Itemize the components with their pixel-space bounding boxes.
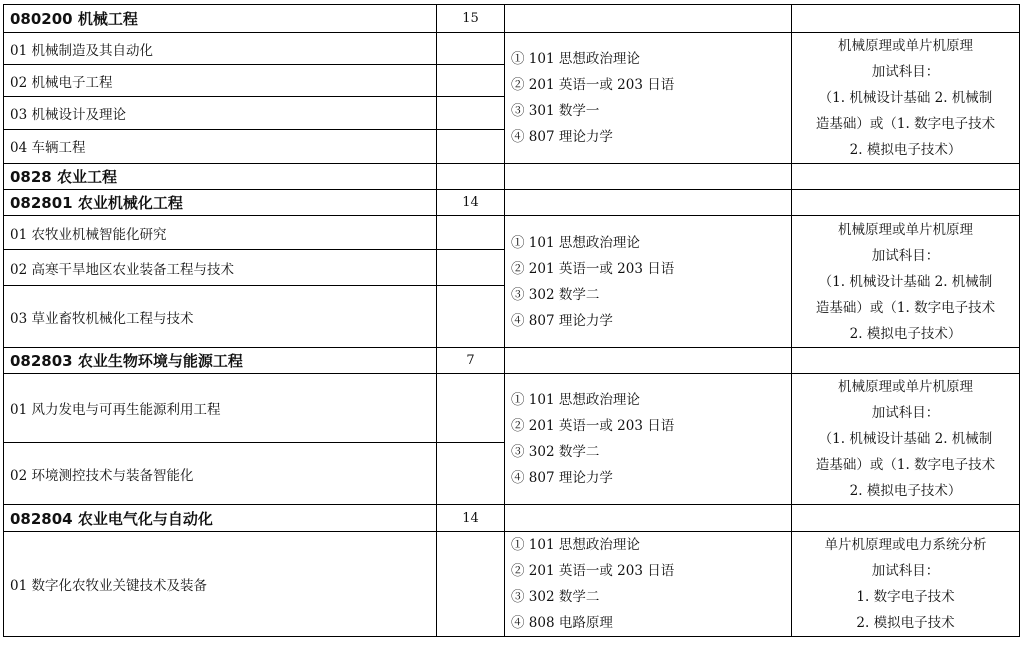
empty-cell (437, 129, 505, 163)
empty-cell (437, 286, 505, 348)
program-table (3, 4, 1020, 637)
empty-cell (505, 190, 792, 216)
empty-cell (437, 97, 505, 129)
empty-cell (437, 250, 505, 286)
program-heading: 080200 机械工程 (4, 5, 437, 33)
requirement-line: 2. 模拟电子技术） (849, 483, 962, 499)
requirement-line: 2. 模拟电子技术） (849, 325, 962, 342)
program-heading: 082803 农业生物环境与能源工程 (4, 348, 437, 374)
exam-subject: ③ 302 数学二 (511, 286, 600, 303)
exam-subject: ① 101 思想政治理论 (511, 51, 640, 67)
exam-subject: ② 201 英语一或 203 日语 (511, 260, 675, 277)
requirement-line: 机械原理或单片机原理 (838, 38, 973, 54)
program-heading: 082801 农业机械化工程 (4, 190, 437, 216)
exam-subject: ② 201 英语一或 203 日语 (511, 77, 675, 93)
exam-subject: ① 101 思想政治理论 (511, 392, 640, 408)
empty-cell (505, 5, 792, 33)
exam-subjects (505, 532, 792, 637)
requirement-line: 加试科目： (871, 64, 940, 80)
exam-subjects (505, 33, 792, 164)
research-direction: 03 机械设计及理论 (4, 97, 437, 129)
heading-row (4, 5, 1020, 33)
enrollment-quota: 14 (437, 505, 505, 532)
empty-cell (505, 164, 792, 190)
research-direction: 01 数字化农牧业关键技术及装备 (4, 532, 437, 637)
additional-requirements (792, 374, 1020, 505)
research-direction: 01 农牧业机械智能化研究 (4, 216, 437, 250)
exam-subjects (505, 216, 792, 348)
additional-requirements (792, 33, 1020, 164)
research-direction: 02 高寒干旱地区农业装备工程与技术 (4, 250, 437, 286)
research-direction: 03 草业畜牧机械化工程与技术 (4, 286, 437, 348)
requirement-line: 2. 模拟电子技术） (849, 142, 962, 158)
research-direction: 04 车辆工程 (4, 129, 437, 163)
exam-subject: ② 201 英语一或 203 日语 (511, 418, 675, 434)
exam-subject: ④ 807 理论力学 (511, 129, 613, 145)
requirement-line: 单片机原理或电力系统分析 (824, 537, 987, 553)
empty-cell (792, 190, 1020, 216)
empty-cell (792, 348, 1020, 374)
additional-requirements (792, 216, 1020, 348)
empty-cell (437, 532, 505, 637)
empty-cell (792, 164, 1020, 190)
additional-requirements (792, 532, 1020, 637)
exam-subject: ③ 302 数学二 (511, 589, 600, 605)
exam-subject: ③ 302 数学二 (511, 444, 600, 460)
enrollment-quota: 14 (437, 190, 505, 216)
empty-cell (792, 505, 1020, 532)
requirement-line: 机械原理或单片机原理 (838, 221, 973, 238)
heading-row (4, 505, 1020, 532)
direction-row (4, 532, 1020, 637)
direction-row (4, 33, 1020, 65)
heading-row (4, 190, 1020, 216)
requirement-line: 造基础）或（1. 数字电子技术 (815, 457, 996, 473)
empty-cell (437, 164, 505, 190)
research-direction: 01 风力发电与可再生能源利用工程 (4, 374, 437, 443)
empty-cell (505, 505, 792, 532)
exam-subject: ④ 807 理论力学 (511, 312, 613, 329)
exam-subject: ④ 808 电路原理 (511, 615, 613, 631)
requirement-line: 机械原理或单片机原理 (838, 379, 973, 395)
heading-row (4, 348, 1020, 374)
empty-cell (437, 33, 505, 65)
requirement-line: 2. 模拟电子技术 (856, 615, 955, 631)
requirement-line: 造基础）或（1. 数字电子技术 (815, 299, 996, 316)
empty-cell (437, 443, 505, 505)
exam-subject: ③ 301 数学一 (511, 103, 600, 119)
requirement-line: （1. 机械设计基础 2. 机械制 (818, 90, 993, 106)
requirement-line: （1. 机械设计基础 2. 机械制 (818, 431, 993, 447)
requirement-line: 加试科目： (871, 405, 940, 421)
requirement-line: （1. 机械设计基础 2. 机械制 (818, 273, 993, 290)
enrollment-quota: 15 (437, 5, 505, 33)
requirement-line: 加试科目： (871, 247, 940, 264)
enrollment-quota: 7 (437, 348, 505, 374)
exam-subject: ① 101 思想政治理论 (511, 537, 640, 553)
program-heading: 082804 农业电气化与自动化 (4, 505, 437, 532)
empty-cell (505, 348, 792, 374)
exam-subjects (505, 374, 792, 505)
requirement-line: 造基础）或（1. 数字电子技术 (815, 116, 996, 132)
exam-subject: ② 201 英语一或 203 日语 (511, 563, 675, 579)
research-direction: 01 机械制造及其自动化 (4, 33, 437, 65)
empty-cell (437, 65, 505, 97)
direction-row (4, 216, 1020, 250)
discipline-heading: 0828 农业工程 (4, 164, 437, 190)
research-direction: 02 环境测控技术与装备智能化 (4, 443, 437, 505)
heading-row (4, 164, 1020, 190)
requirement-line: 1. 数字电子技术 (856, 589, 955, 605)
research-direction: 02 机械电子工程 (4, 65, 437, 97)
exam-subject: ① 101 思想政治理论 (511, 234, 640, 251)
empty-cell (437, 216, 505, 250)
requirement-line: 加试科目： (871, 563, 940, 579)
exam-subject: ④ 807 理论力学 (511, 470, 613, 486)
empty-cell (437, 374, 505, 443)
empty-cell (792, 5, 1020, 33)
direction-row (4, 374, 1020, 443)
